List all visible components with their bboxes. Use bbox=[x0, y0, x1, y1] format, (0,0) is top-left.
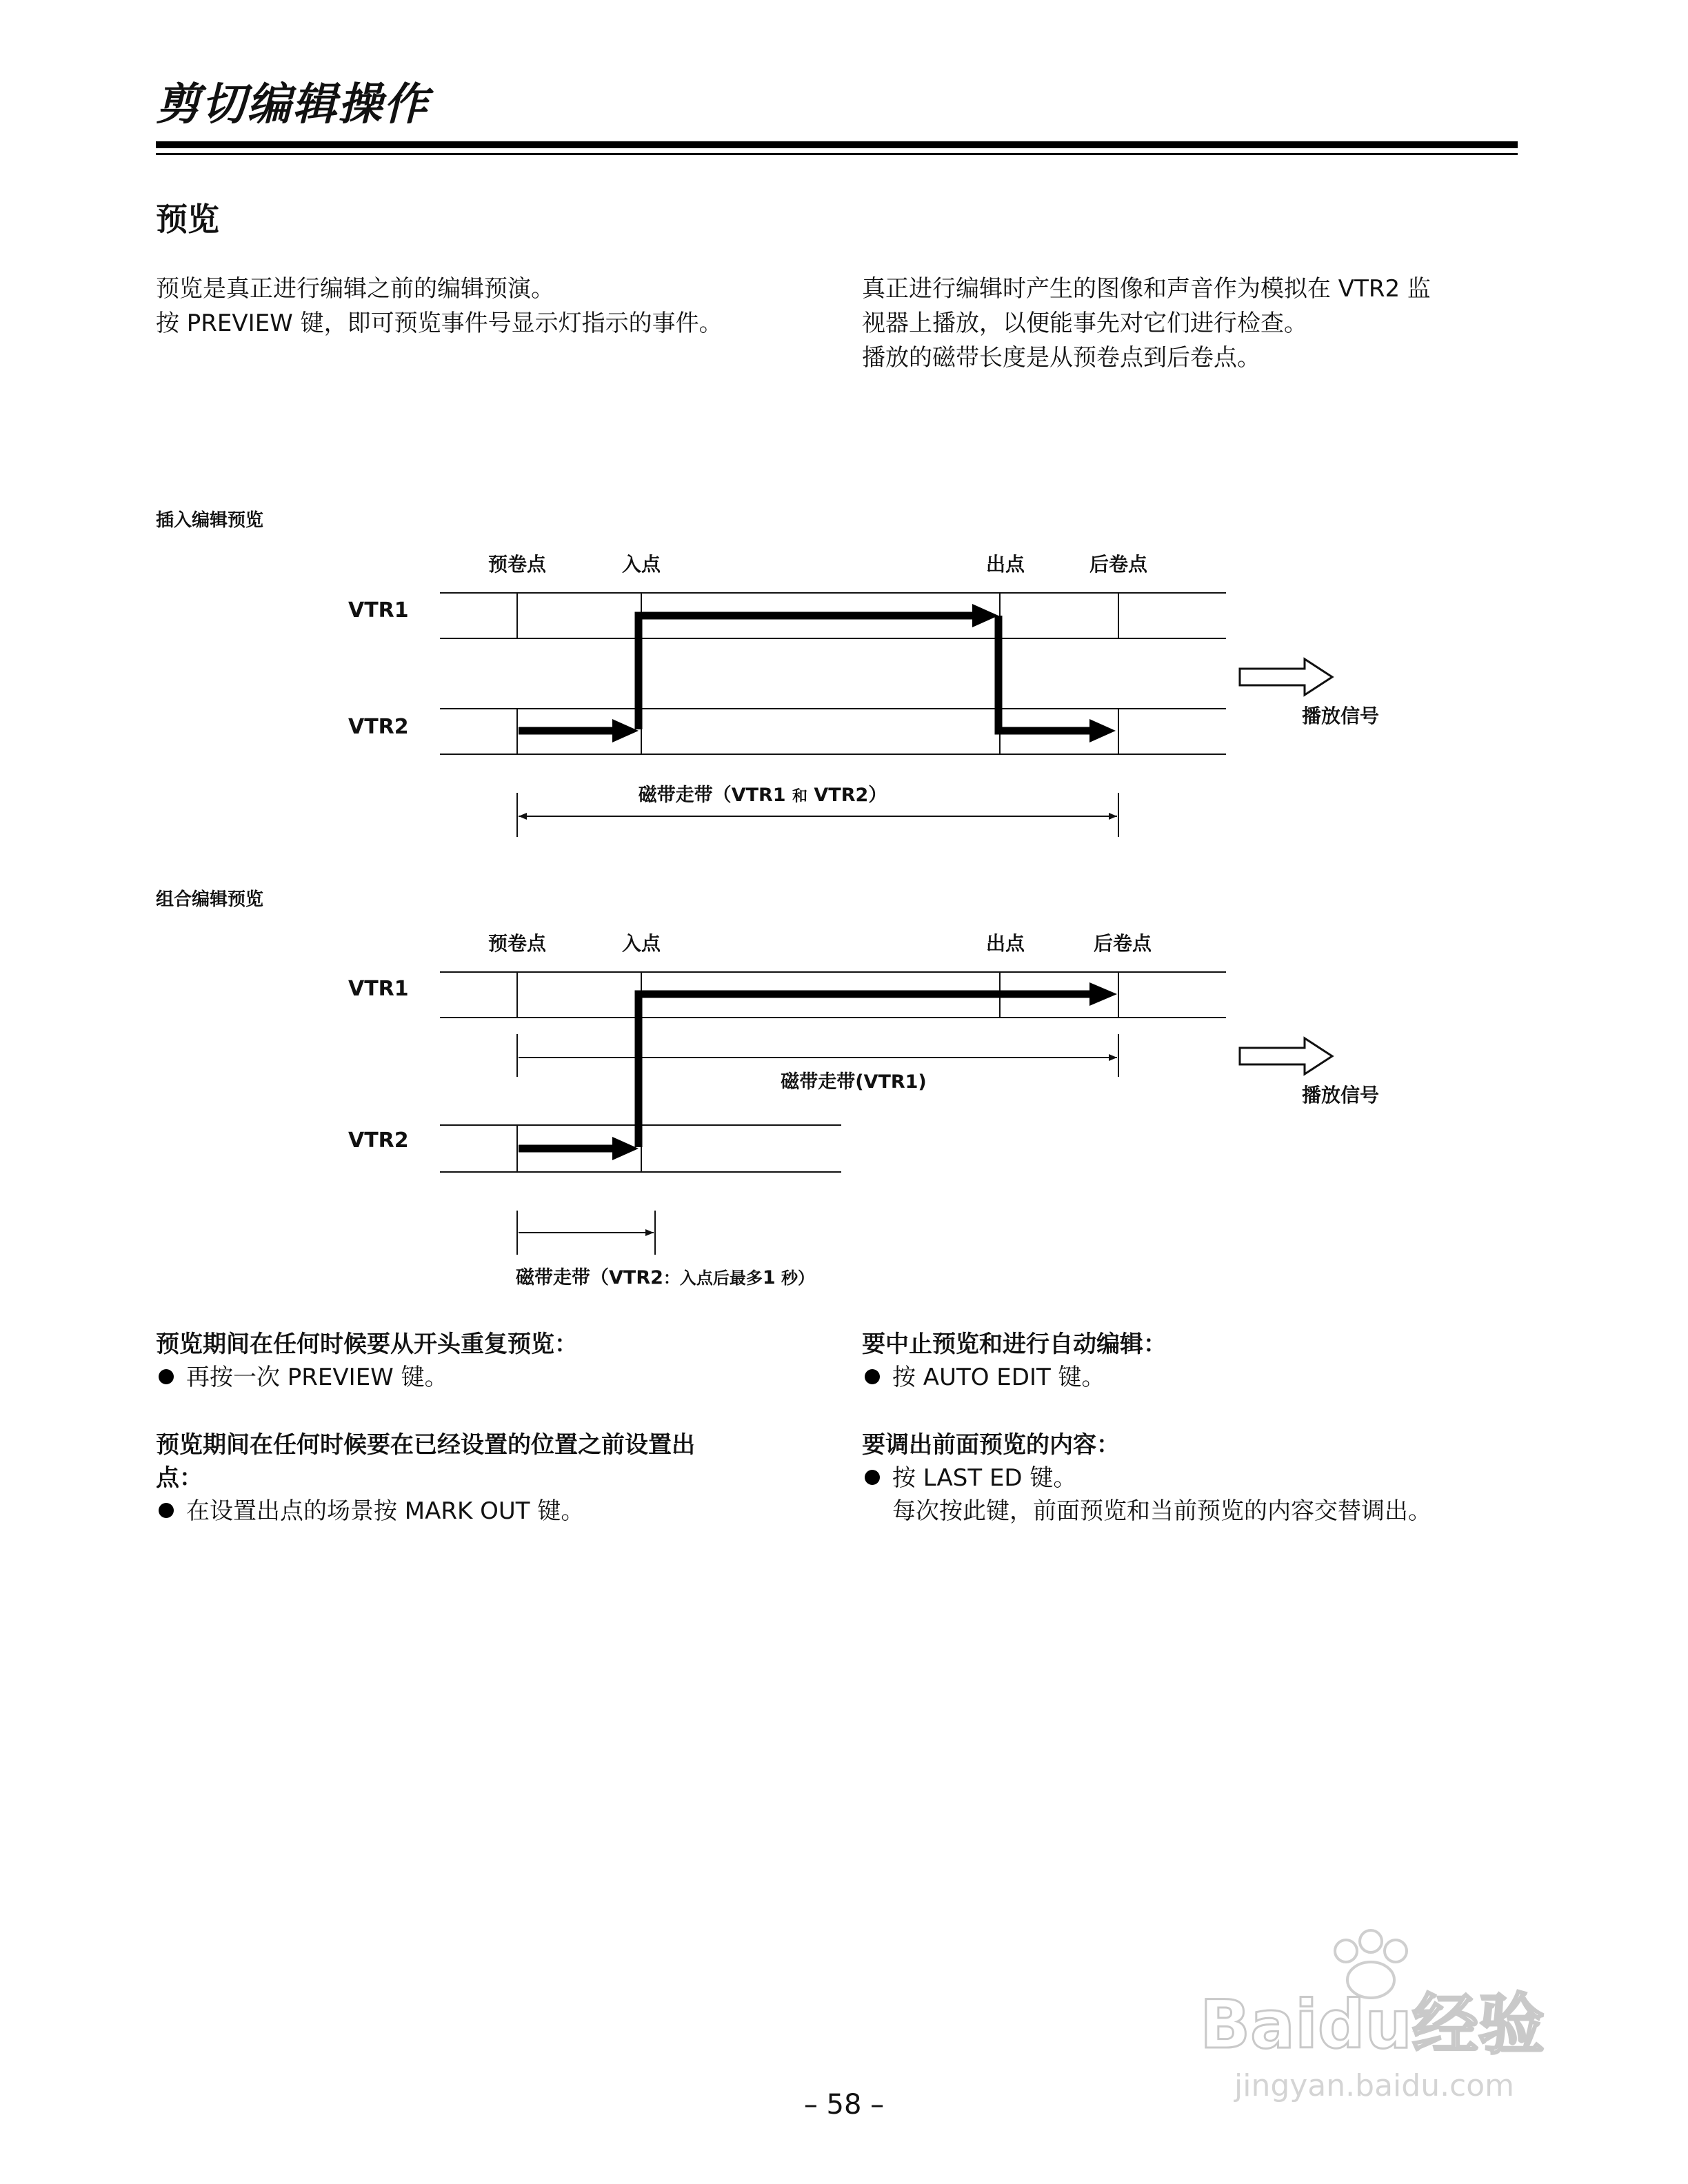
stop-preview-block bbox=[862, 1328, 1167, 1394]
set-out-item: 在设置出点的场景按 MARK OUT 键。 bbox=[186, 1497, 585, 1525]
intro-right-paragraph bbox=[862, 272, 1431, 375]
assemble-diagram-caption: 组合编辑预览 bbox=[156, 889, 264, 910]
vtr1-tape-travel-label: 磁带走带(VTR1) bbox=[781, 1071, 927, 1093]
output-arrow-icon bbox=[1240, 1038, 1332, 1074]
out-point-label: 出点 bbox=[985, 553, 1025, 576]
in-point-label: 入点 bbox=[621, 932, 661, 955]
bullet-icon bbox=[159, 1369, 174, 1384]
vtr1-label: VTR1 bbox=[348, 598, 409, 623]
recall-preview-item: 按 LAST ED 键。 bbox=[892, 1464, 1077, 1492]
chapter-title: 剪切编辑操作 bbox=[156, 79, 429, 130]
insert-tape-travel bbox=[517, 785, 1118, 837]
repeat-preview-block bbox=[156, 1328, 578, 1394]
recall-preview-heading: 要调出前面预览的内容： bbox=[862, 1431, 1120, 1459]
repeat-preview-heading: 预览期间在任何时候要从开头重复预览： bbox=[156, 1331, 578, 1358]
vtr2-label: VTR2 bbox=[348, 715, 409, 739]
bullet-icon bbox=[159, 1503, 174, 1518]
header-rule-thin bbox=[156, 153, 1518, 155]
assemble-diagram bbox=[348, 932, 1379, 1288]
list-item bbox=[156, 1495, 695, 1528]
vtr1-tape-travel bbox=[517, 1034, 1118, 1093]
intro-left-line: 预览是真正进行编辑之前的编辑预演。 bbox=[156, 275, 554, 303]
header-rule-thick bbox=[156, 141, 1518, 148]
watermark-text: Baidu经验 bbox=[1200, 1986, 1545, 2063]
postroll-point-label: 后卷点 bbox=[1093, 932, 1152, 955]
vtr1-tape bbox=[440, 972, 1226, 1018]
intro-right-line: 播放的磁带长度是从预卷点到后卷点。 bbox=[862, 344, 1260, 372]
repeat-preview-item: 再按一次 PREVIEW 键。 bbox=[186, 1364, 448, 1391]
intro-left-paragraph bbox=[156, 272, 723, 341]
recall-preview-block bbox=[862, 1428, 1431, 1528]
list-item bbox=[862, 1361, 1167, 1394]
intro-right-line: 视器上播放，以便能事先对它们进行检查。 bbox=[862, 310, 1307, 337]
vtr2-tape bbox=[440, 1125, 841, 1172]
page-number: – 58 – bbox=[803, 2089, 885, 2121]
insert-diagram-caption: 插入编辑预览 bbox=[156, 510, 264, 531]
watermark-logo bbox=[1186, 1903, 1572, 2110]
vtr2-tape bbox=[440, 709, 1226, 754]
output-arrow-icon bbox=[1240, 659, 1332, 695]
in-point-label: 入点 bbox=[621, 553, 661, 576]
preroll-point-label: 预卷点 bbox=[488, 932, 547, 955]
insert-signal-path bbox=[519, 604, 1116, 742]
intro-left-line: 按 PREVIEW 键，即可预览事件号显示灯指示的事件。 bbox=[156, 310, 723, 337]
vtr1-label: VTR1 bbox=[348, 977, 409, 1001]
watermark-url: jingyan.baidu.com bbox=[1234, 2068, 1515, 2103]
list-item bbox=[156, 1361, 578, 1394]
vtr2-tape-travel-label: 磁带走带（VTR2：入点后最多1 秒） bbox=[516, 1267, 815, 1288]
out-point-label: 出点 bbox=[985, 932, 1025, 955]
set-out-heading-line1: 预览期间在任何时候要在已经设置的位置之前设置出 bbox=[156, 1431, 695, 1459]
intro-right-line: 真正进行编辑时产生的图像和声音作为模拟在 VTR2 监 bbox=[862, 275, 1431, 303]
bullet-icon bbox=[865, 1470, 880, 1485]
set-out-point-block bbox=[156, 1428, 695, 1528]
recall-preview-item-line2: 每次按此键，前面预览和当前预览的内容交替调出。 bbox=[892, 1497, 1431, 1525]
vtr1-tape bbox=[440, 593, 1226, 638]
postroll-point-label: 后卷点 bbox=[1089, 553, 1148, 576]
output-label: 播放信号 bbox=[1302, 1084, 1380, 1106]
vtr2-tape-travel bbox=[516, 1211, 814, 1288]
insert-diagram bbox=[348, 553, 1379, 837]
output-label: 播放信号 bbox=[1302, 705, 1380, 727]
bullet-icon bbox=[865, 1369, 880, 1384]
assemble-signal-path bbox=[519, 982, 1117, 1160]
preroll-point-label: 预卷点 bbox=[488, 553, 547, 576]
list-item bbox=[862, 1462, 1431, 1495]
set-out-heading-line2: 点： bbox=[156, 1464, 203, 1492]
vtr2-label: VTR2 bbox=[348, 1129, 409, 1153]
insert-tape-travel-label: 磁带走带（VTR1 和 VTR2） bbox=[638, 785, 887, 806]
list-item-continuation bbox=[862, 1495, 1431, 1528]
stop-preview-heading: 要中止预览和进行自动编辑： bbox=[862, 1331, 1167, 1358]
section-title: 预览 bbox=[156, 201, 219, 238]
stop-preview-item: 按 AUTO EDIT 键。 bbox=[892, 1364, 1105, 1391]
